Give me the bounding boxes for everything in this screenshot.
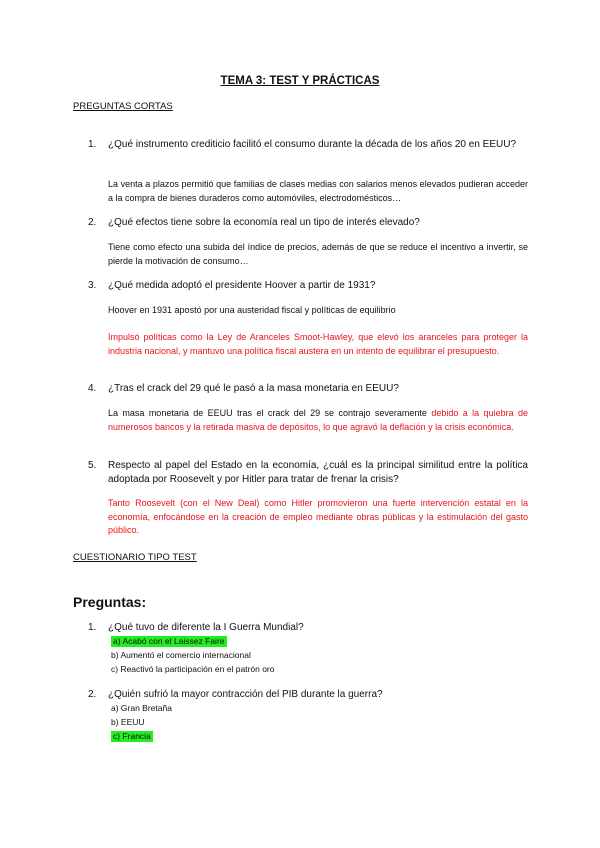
question-text: ¿Tras el crack del 29 qué le pasó a la masa monetaria en EEUU? bbox=[108, 383, 399, 394]
test-option-1b: b) Aumentó el comercio internacional bbox=[111, 650, 251, 660]
answer-text: La venta a plazos permitió que familias de clases medias con salarios menos elevados pudieran acceder a la compra de bienes duraderos como automóviles, electrodomésticos… bbox=[108, 179, 528, 203]
question-number: 4. bbox=[88, 383, 97, 394]
question-number: 1. bbox=[88, 139, 97, 150]
test-option-2b: b) EEUU bbox=[111, 717, 145, 727]
question-number: 5. bbox=[88, 460, 97, 471]
short-question-2 bbox=[88, 216, 528, 230]
answer-text-red: Impulsó políticas como la Ley de Aranceles Smoot-Hawley, que elevó los aranceles para proteger la industria nacional, y mantuvo una política fiscal austera en un intento de equilibrar el presupuesto. bbox=[108, 332, 528, 356]
short-question-5 bbox=[88, 459, 528, 487]
test-question-1 bbox=[88, 621, 528, 635]
question-text: ¿Qué efectos tiene sobre la economía real un tipo de interés elevado? bbox=[108, 217, 420, 228]
answer-text: Tiene como efecto una subida del índice de precios, además de que se reduce el incentivo a invertir, se pierde la motivación de consumo… bbox=[108, 242, 528, 266]
question-text: Respecto al papel del Estado en la economía, ¿cuál es la principal similitud entre la política adoptada por Roosevelt y por Hitler para tratar de frenar la crisis? bbox=[108, 460, 528, 485]
section-heading-test: CUESTIONARIO TIPO TEST bbox=[73, 552, 197, 563]
short-answer-3-red bbox=[108, 331, 528, 358]
question-number: 2. bbox=[88, 217, 97, 228]
answer-text-red: debido a la quiebra de numerosos bancos y la retirada masiva de depósitos, lo que agravó la deflación y la crisis económica. bbox=[108, 408, 528, 432]
question-number: 2. bbox=[88, 689, 97, 700]
short-answer-2 bbox=[108, 241, 528, 268]
short-answer-1 bbox=[108, 178, 528, 205]
question-number: 1. bbox=[88, 622, 97, 633]
answer-text: La masa monetaria de EEUU tras el crack del 29 se contrajo severamente bbox=[108, 408, 427, 418]
question-text: ¿Qué tuvo de diferente la I Guerra Mundial? bbox=[108, 622, 304, 633]
short-answer-3 bbox=[108, 304, 528, 318]
answer-text: Hoover en 1931 apostó por una austeridad fiscal y políticas de equilibrio bbox=[108, 305, 396, 315]
short-question-3 bbox=[88, 279, 528, 293]
test-option-1c: c) Reactivó la participación en el patrón oro bbox=[111, 664, 275, 674]
test-option-2a: a) Gran Bretaña bbox=[111, 703, 172, 713]
page-title: TEMA 3: TEST Y PRÁCTICAS bbox=[220, 75, 380, 87]
section-heading-short: PREGUNTAS CORTAS bbox=[73, 101, 173, 112]
short-question-4 bbox=[88, 382, 528, 396]
test-option-1a: a) Acabó con el Laissez Faire bbox=[113, 636, 225, 646]
question-number: 3. bbox=[88, 280, 97, 291]
short-question-1 bbox=[88, 138, 528, 152]
short-answer-4 bbox=[108, 407, 528, 434]
question-text: ¿Qué instrumento crediticio facilitó el consumo durante la década de los años 20 en EEUU? bbox=[108, 139, 517, 150]
answer-text-red: Tanto Roosevelt (con el New Deal) como Hitler promovieron una fuerte intervención estatal en la economía, enfocándose en la creación de empleo mediante obras públicas y la estimulación del gasto público. bbox=[108, 498, 528, 535]
question-text: ¿Qué medida adoptó el presidente Hoover a partir de 1931? bbox=[108, 280, 376, 291]
preguntas-heading: Preguntas: bbox=[73, 594, 147, 610]
question-text: ¿Quién sufrió la mayor contracción del PIB durante la guerra? bbox=[108, 689, 383, 700]
test-question-2 bbox=[88, 688, 528, 702]
test-option-2c: c) Francia bbox=[113, 731, 151, 741]
short-answer-5 bbox=[108, 497, 528, 538]
